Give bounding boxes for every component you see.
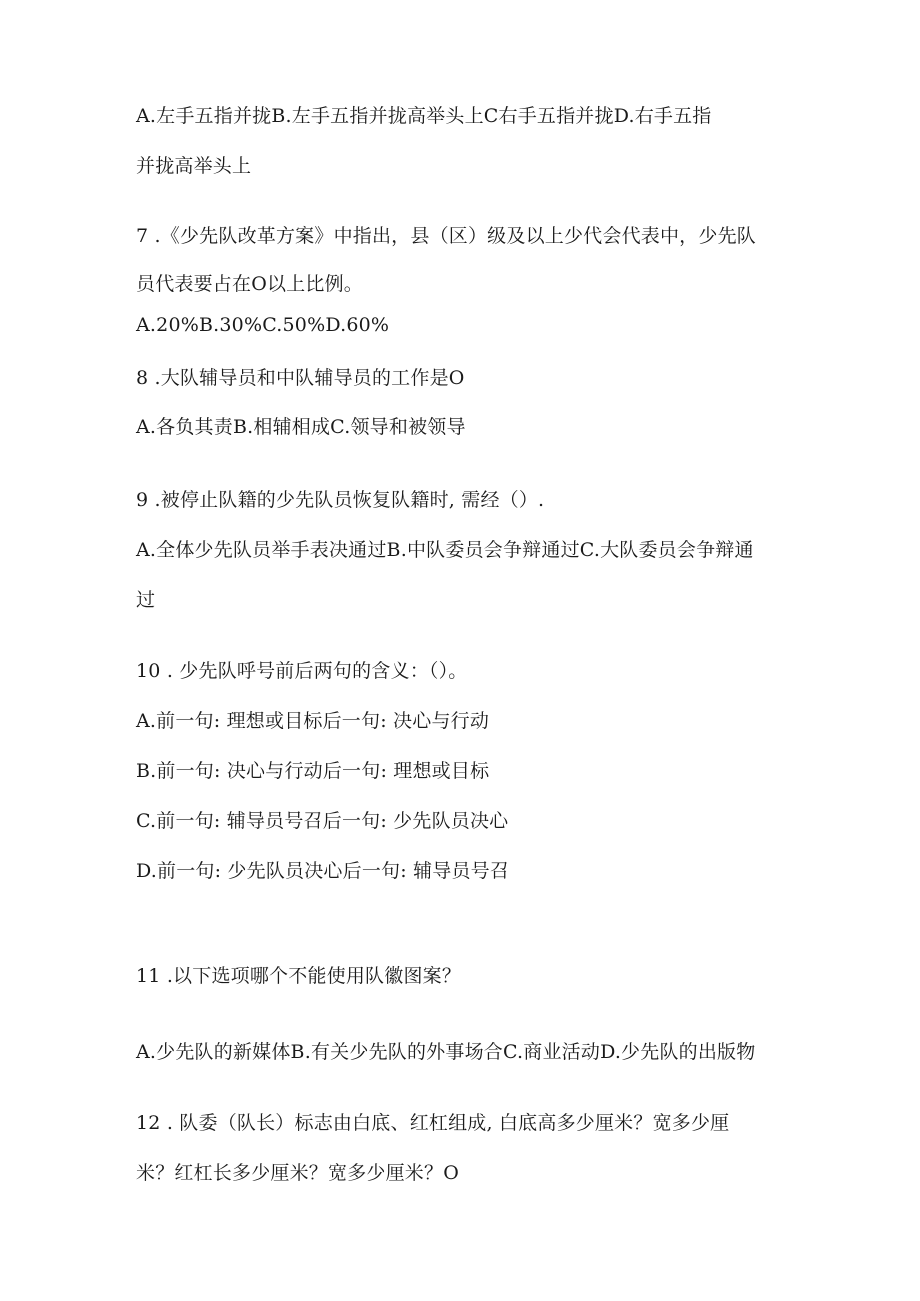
- q9-options-line-1: A.全体少先队员举手表决通过B.中队委员会争辩通过C.大队委员会争辩通: [136, 539, 754, 561]
- q12-question-line-1: 12 . 队委（队长）标志由白底、红杠组成, 白底高多少厘米？宽多少厘: [136, 1112, 730, 1134]
- q10-option-b: B.前一句: 决心与行动后一句: 理想或目标: [136, 760, 490, 782]
- q7-question-line-1: 7 .《少先队改革方案》中指出，县（区）级及以上少代会代表中，少先队: [136, 225, 756, 247]
- q6-options-line-2: 并拢高举头上: [136, 155, 252, 177]
- q6-options-line-1: A.左手五指并拢B.左手五指并拢高举头上C右手五指并拢D.右手五指: [136, 105, 712, 127]
- q10-option-c: C.前一句: 辅导员号召后一句: 少先队员决心: [136, 810, 509, 832]
- q11-question: 11 .以下选项哪个不能使用队徽图案？: [136, 965, 462, 987]
- q9-question: 9 .被停止队籍的少先队员恢复队籍时, 需经（）.: [136, 489, 545, 511]
- q8-options: A.各负其责B.相辅相成C.领导和被领导: [136, 416, 466, 438]
- q10-option-d: D.前一句: 少先队员决心后一句: 辅导员号召: [136, 860, 510, 882]
- q12-question-line-2: 米？红杠长多少厘米？宽多少厘米？O: [136, 1162, 459, 1184]
- q10-question: 10 . 少先队呼号前后两句的含义：（）。: [136, 660, 468, 682]
- q7-question-line-2: 员代表要占在O以上比例。: [136, 273, 363, 295]
- q8-question: 8 .大队辅导员和中队辅导员的工作是O: [136, 367, 465, 389]
- q11-options: A.少先队的新媒体B.有关少先队的外事场合C.商业活动D.少先队的出版物: [136, 1041, 756, 1063]
- q9-options-line-2: 过: [136, 589, 156, 611]
- q7-options: A.20%B.30%C.50%D.60%: [136, 314, 390, 336]
- q10-option-a: A.前一句: 理想或目标后一句: 决心与行动: [136, 710, 490, 732]
